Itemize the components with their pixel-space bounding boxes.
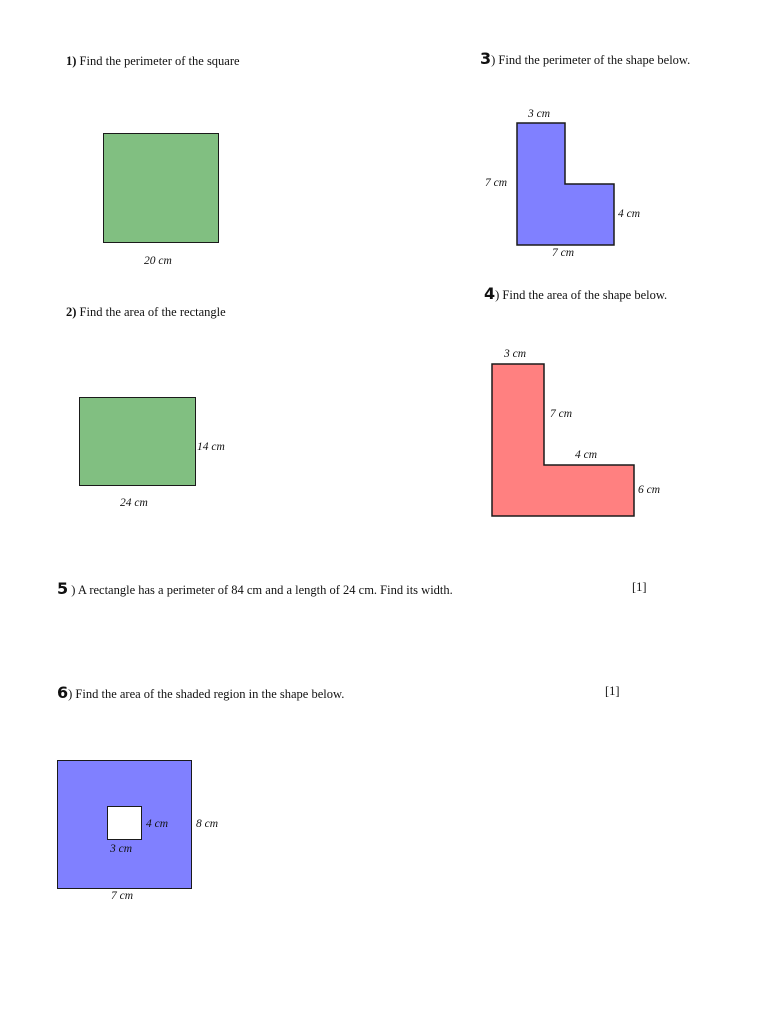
question-6-mark: [1]	[605, 684, 620, 698]
square-bottom-label: 20 cm	[144, 255, 172, 267]
question-1-number: 1)	[66, 54, 77, 68]
question-5-text: ) A rectangle has a perimeter of 84 cm and a length of 24 cm. Find its width.	[71, 583, 453, 597]
question-5-mark: [1]	[632, 580, 647, 594]
question-6	[57, 683, 344, 702]
blue-shape-right-label: 4 cm	[618, 208, 641, 220]
question-1-text: Find the perimeter of the square	[79, 54, 240, 68]
question-4-number: 4	[484, 284, 496, 303]
outer-bottom-label: 7 cm	[111, 890, 134, 902]
hole-bottom-label: 3 cm	[110, 843, 133, 855]
rectangle-right-label: 14 cm	[197, 441, 225, 453]
rectangle-bottom-label: 24 cm	[120, 497, 148, 509]
question-2-number: 2)	[66, 305, 77, 319]
blue-shape-bottom-label: 7 cm	[552, 247, 575, 259]
question-2-text: Find the area of the rectangle	[79, 305, 226, 319]
question-5	[57, 579, 453, 598]
question-3-number: 3	[480, 49, 492, 68]
red-shape-top-label: 3 cm	[504, 348, 527, 360]
red-shape-right-label: 6 cm	[638, 484, 661, 496]
red-shape-inner-vertical-label: 7 cm	[550, 408, 573, 420]
unshaded-square-hole	[107, 806, 142, 840]
outer-right-label: 8 cm	[196, 818, 219, 830]
hole-right-label: 4 cm	[146, 818, 169, 830]
question-5-number: 5	[57, 579, 69, 598]
question-6-number: 6	[57, 683, 69, 702]
blue-shape-left-label: 7 cm	[485, 177, 508, 189]
question-4-text: ) Find the area of the shape below.	[495, 288, 668, 302]
blue-shape-top-label: 3 cm	[528, 108, 551, 120]
red-shape-inner-horizontal-label: 4 cm	[575, 449, 598, 461]
question-6-text: ) Find the area of the shaded region in the shape below.	[68, 687, 345, 701]
question-3-text: ) Find the perimeter of the shape below.	[491, 53, 691, 67]
